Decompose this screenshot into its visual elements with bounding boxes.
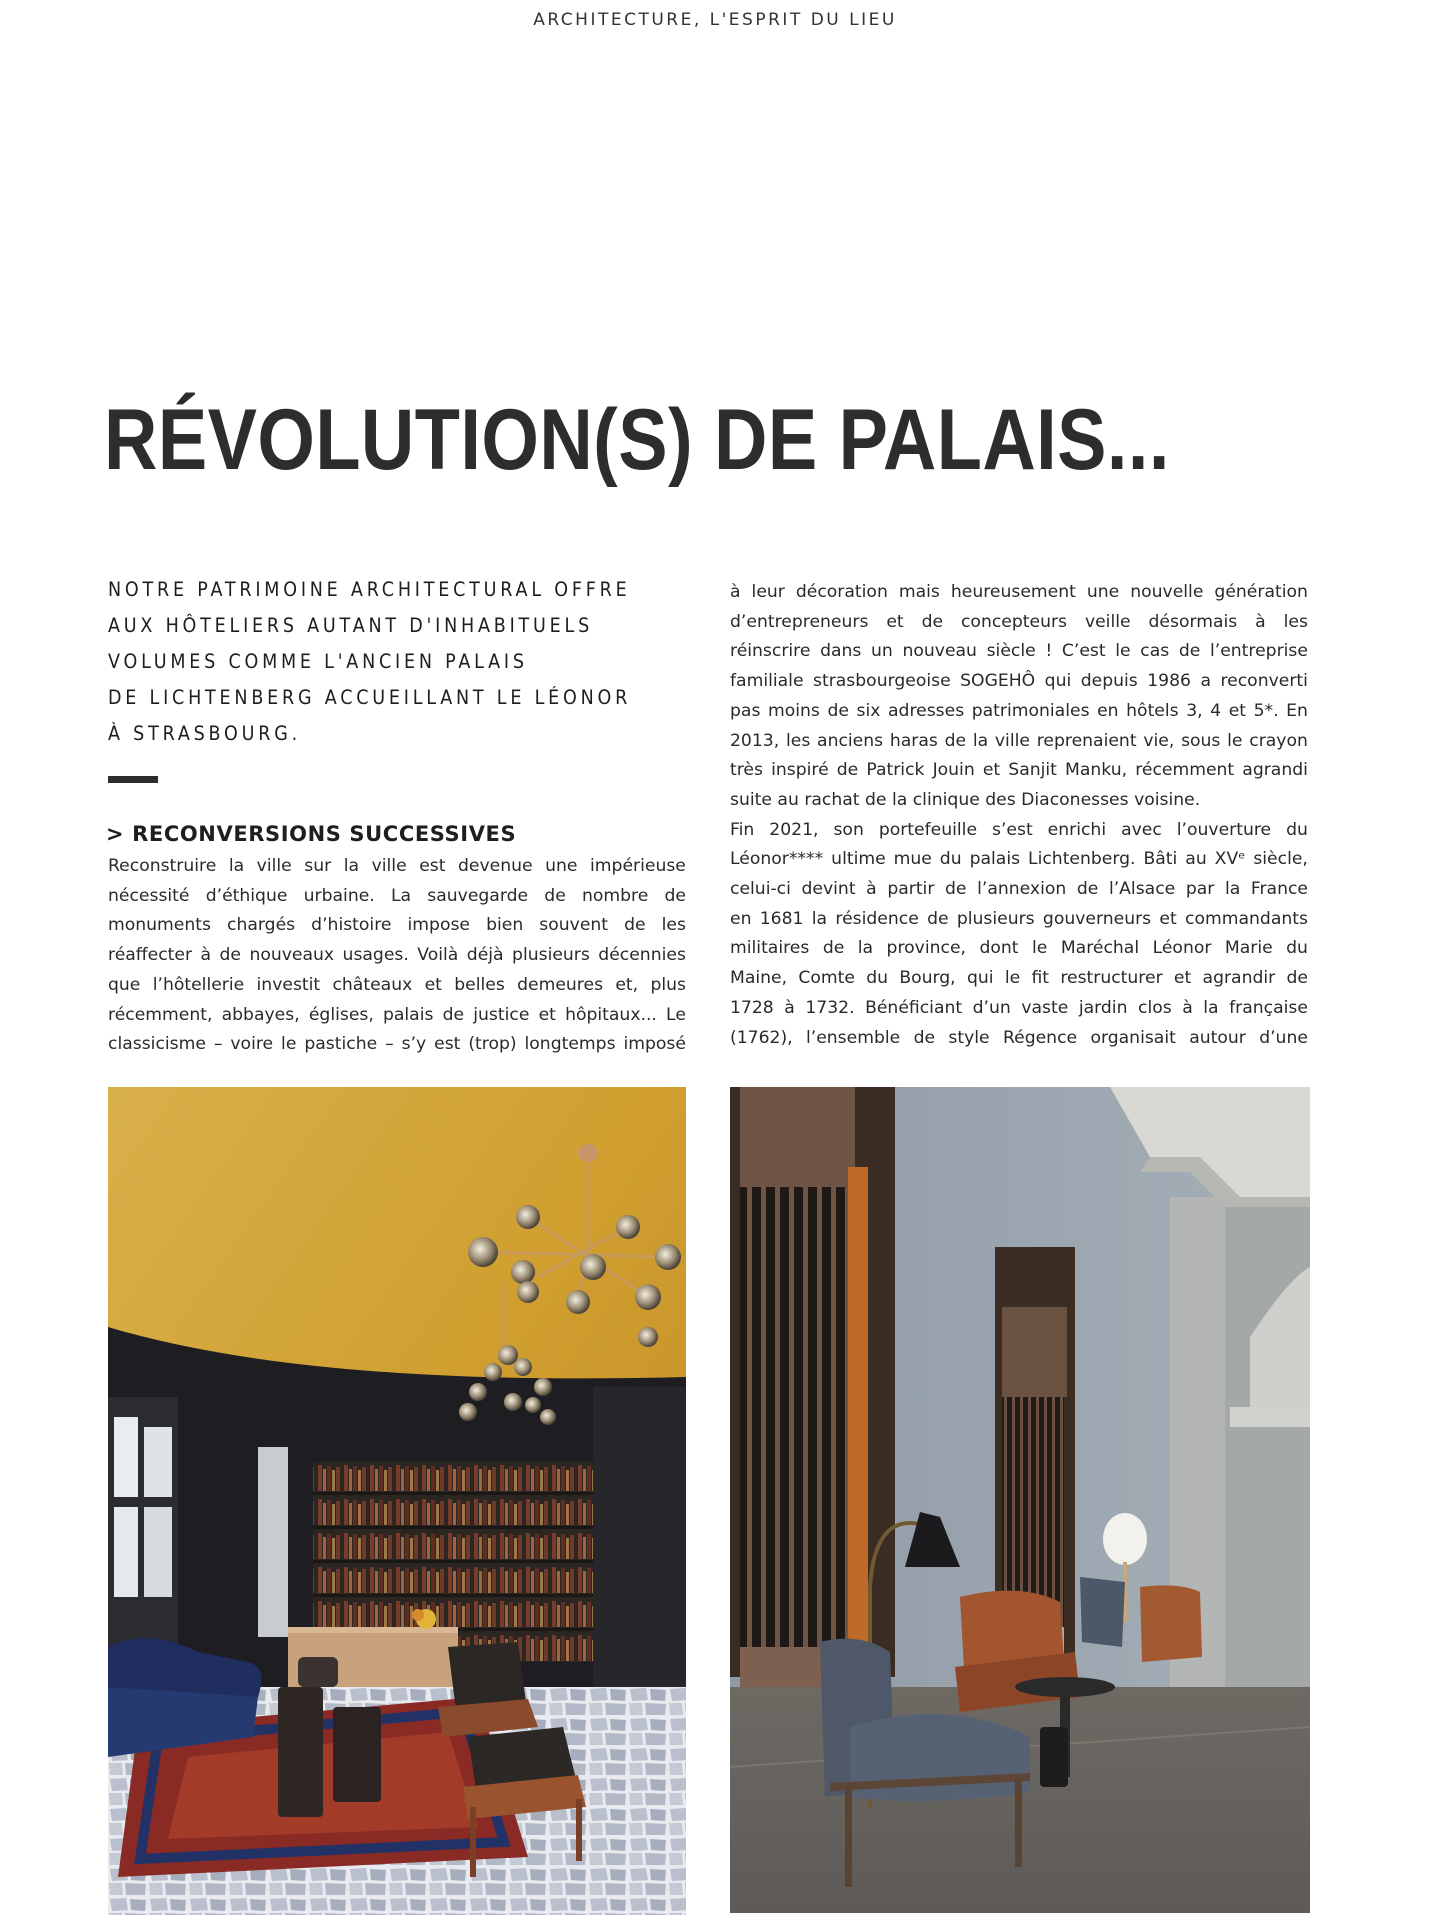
word: inspiré <box>771 760 829 781</box>
word: le <box>281 1034 297 1055</box>
word: de <box>945 879 967 900</box>
word: celui-ci <box>730 879 791 900</box>
word: récemment <box>1135 760 1235 781</box>
word: est <box>419 856 446 876</box>
word: nouvelle <box>1130 582 1204 602</box>
word: leur <box>751 582 785 602</box>
word: la <box>857 938 874 959</box>
word: s’y <box>401 1034 427 1055</box>
word: jardin <box>1078 997 1128 1018</box>
word: à <box>784 997 795 1018</box>
word: fit <box>1031 968 1050 989</box>
word: l’ensemble <box>805 1027 901 1048</box>
body-line <box>108 971 686 1001</box>
body-line <box>108 911 686 941</box>
word: avec <box>1121 819 1162 840</box>
word: de <box>944 730 967 751</box>
word: de <box>219 945 241 966</box>
word: du <box>1286 819 1308 840</box>
word: d’une <box>1259 1027 1308 1048</box>
word: la <box>972 730 989 751</box>
word: monuments <box>108 915 211 936</box>
word: Voilà <box>417 945 459 966</box>
body-line <box>730 786 1308 816</box>
word: En <box>1286 700 1308 721</box>
word: Léonor <box>1152 938 1212 959</box>
word: suite <box>730 789 772 810</box>
word: XVᵉ <box>1214 849 1246 870</box>
word: qui <box>966 968 994 989</box>
body-column-left <box>108 852 686 1060</box>
body-line <box>108 941 686 971</box>
word: militaires <box>730 938 810 959</box>
word: et <box>1173 968 1192 989</box>
word: abbayes, <box>221 1004 300 1025</box>
word: récemment, <box>108 1004 213 1025</box>
word: familiale <box>730 671 804 692</box>
word: crayon <box>1249 730 1308 751</box>
photo-lounge <box>730 1087 1310 1913</box>
word: 1728 <box>730 997 774 1018</box>
word: La <box>390 885 412 906</box>
word: les <box>785 730 811 751</box>
divider-rule <box>108 776 158 783</box>
word: très <box>730 760 763 781</box>
word: hôpitaux... <box>565 1004 657 1025</box>
rubric-text: ARCHITECTURE, L'ESPRIT DU LIEU <box>533 10 897 30</box>
lead-line: VOLUMES COMME L'ANCIEN PALAIS <box>108 650 528 673</box>
word: six <box>856 700 881 721</box>
word: cas <box>1140 641 1170 662</box>
word: partir <box>887 879 935 900</box>
body-line <box>730 608 1308 638</box>
word: est <box>434 1034 461 1055</box>
word: au <box>777 789 799 810</box>
word: résidence <box>835 908 919 929</box>
word: la <box>1224 879 1241 900</box>
word: et <box>982 760 1001 781</box>
word: rachat <box>804 789 860 810</box>
word: le <box>1115 641 1131 662</box>
word: à <box>730 582 741 602</box>
word: réaffecter <box>108 945 193 966</box>
word: le <box>1032 938 1048 959</box>
word: dont <box>979 938 1019 959</box>
word: ville <box>256 856 292 876</box>
word: des <box>985 789 1016 810</box>
word: Bâti <box>1143 849 1178 870</box>
word: l’annexion <box>977 879 1067 900</box>
body-line <box>730 637 1308 667</box>
word: France <box>1250 879 1308 900</box>
word: anciens <box>817 730 884 751</box>
lead-line: AUX HÔTELIERS AUTANT D'INHABITUELS <box>108 614 594 637</box>
word: restructurer <box>1060 968 1163 989</box>
word: la <box>1203 997 1219 1018</box>
word: églises, <box>308 1004 374 1025</box>
word: siècle, <box>1253 849 1308 870</box>
word: nouveau <box>902 641 977 662</box>
word: palais <box>382 1004 434 1025</box>
word: SOGEHÔ <box>960 671 1036 692</box>
word: urbaine. <box>303 885 375 906</box>
word: la <box>891 789 908 810</box>
word: du <box>1286 938 1308 959</box>
word: investit <box>256 974 321 995</box>
word: Bénéficiant <box>865 997 963 1018</box>
word: que <box>108 974 141 995</box>
word: vaste <box>1021 997 1069 1018</box>
word: du <box>939 849 962 870</box>
word: le <box>1227 730 1243 751</box>
body-line <box>730 845 1308 875</box>
word: sauvegarde <box>427 885 529 906</box>
word: province, <box>886 938 966 959</box>
word: par <box>1185 879 1215 900</box>
word: le <box>1004 968 1021 989</box>
word: déjà <box>466 945 504 966</box>
word: Diaconesses <box>1021 789 1129 810</box>
word: à <box>866 879 877 900</box>
word: concepteurs <box>960 611 1068 632</box>
word: mais <box>898 582 940 602</box>
word: 2013, <box>730 730 780 751</box>
word: impérieuse <box>590 856 686 876</box>
word: – <box>213 1034 223 1055</box>
word: 1732. <box>805 997 855 1018</box>
word: portefeuille <box>878 819 978 840</box>
word: (trop) <box>468 1034 517 1055</box>
word: nouveaux <box>249 945 335 966</box>
word: de <box>1076 879 1099 900</box>
word: d’histoire <box>311 915 392 936</box>
word: heureusement <box>950 582 1076 602</box>
word: Patrick <box>866 760 925 781</box>
word: Fin <box>730 819 755 840</box>
word: les <box>661 915 686 936</box>
word: les <box>1283 611 1308 632</box>
word: agrandi <box>1242 760 1308 781</box>
word: ! <box>1045 641 1053 662</box>
word: de <box>913 1027 936 1048</box>
lead-line: DE LICHTENBERG ACCUEILLANT LE LÉONOR <box>108 686 632 709</box>
word: Jouin <box>932 760 975 781</box>
word: Régence <box>1002 1027 1078 1048</box>
body-line <box>730 816 1308 846</box>
word: a <box>1200 671 1211 692</box>
word: haras <box>889 730 938 751</box>
word: gouverneurs <box>1042 908 1152 929</box>
word: pas <box>730 700 761 721</box>
word: l’entreprise <box>1209 641 1308 662</box>
word: Sanjit <box>1008 760 1057 781</box>
word: 3, <box>1186 700 1203 721</box>
word: patrimoniales <box>971 700 1090 721</box>
word: à <box>200 945 212 966</box>
word: classicisme <box>108 1034 206 1055</box>
word: voisine. <box>1134 789 1201 810</box>
word: – <box>385 1034 394 1055</box>
word: usages. <box>342 945 409 966</box>
word: à <box>1255 611 1266 632</box>
word: Reconstruire <box>108 856 217 876</box>
word: justice <box>473 1004 530 1025</box>
word: voire <box>230 1034 274 1055</box>
body-column-right <box>730 578 1308 1053</box>
word: impose <box>407 915 471 936</box>
subheading-text: > RECONVERSIONS SUCCESSIVES <box>106 822 517 846</box>
word: organisait <box>1090 1027 1176 1048</box>
body-line <box>730 578 1308 608</box>
word: nécessité <box>108 885 190 906</box>
word: l’hôtellerie <box>152 974 245 995</box>
word: Maréchal <box>1060 938 1140 959</box>
word: de <box>865 789 887 810</box>
word: mue <box>893 849 932 870</box>
body-line <box>730 756 1308 786</box>
word: et, <box>615 974 639 995</box>
word: C’est <box>1061 641 1106 662</box>
word: de <box>624 915 646 936</box>
word: siècle <box>986 641 1036 662</box>
body-line <box>730 667 1308 697</box>
lead-line: NOTRE PATRIMOINE ARCHITECTURAL OFFRE <box>108 578 631 601</box>
word: d’un <box>972 997 1011 1018</box>
lead-line: À STRASBOURG. <box>108 722 301 745</box>
word: 1986 <box>1147 671 1191 692</box>
word: génération <box>1214 582 1308 602</box>
word: clos <box>1138 997 1172 1018</box>
word: Léonor**** <box>730 849 824 870</box>
word: depuis <box>1080 671 1138 692</box>
body-line <box>730 934 1308 964</box>
word: au <box>1185 849 1207 870</box>
word: en <box>1097 700 1119 721</box>
word: enrichi <box>1047 819 1107 840</box>
word: Manku, <box>1065 760 1128 781</box>
word: un <box>871 641 893 662</box>
word: une <box>1086 582 1120 602</box>
body-line <box>730 697 1308 727</box>
word: de <box>544 885 566 906</box>
photo-lobby-library <box>108 1087 686 1915</box>
word: dans <box>820 641 862 662</box>
word: sur <box>304 856 332 876</box>
body-line <box>108 882 686 912</box>
word: réinscrire <box>730 641 811 662</box>
word: strasbourgeoise <box>813 671 951 692</box>
word: style <box>948 1027 990 1048</box>
word: 1681 <box>759 908 804 929</box>
word: Comte <box>798 968 855 989</box>
article-title: RÉVOLUTION(S) DE PALAIS... <box>104 392 1170 488</box>
word: adresses <box>888 700 965 721</box>
word: Bourg, <box>899 968 956 989</box>
word: de <box>827 700 849 721</box>
word: plusieurs <box>956 908 1035 929</box>
word: ville <box>371 856 407 876</box>
word: l’ouverture <box>1176 819 1272 840</box>
word: 4 <box>1210 700 1222 721</box>
word: de <box>836 760 859 781</box>
word: chargés <box>227 915 296 936</box>
word: belles <box>454 974 505 995</box>
word: Marie <box>1224 938 1273 959</box>
word: plus <box>650 974 686 995</box>
word: agrandir <box>1202 968 1276 989</box>
word: hôtels <box>1126 700 1179 721</box>
word: vie, <box>1143 730 1175 751</box>
body-line <box>730 964 1308 994</box>
body-line <box>730 1024 1308 1054</box>
word: châteaux <box>332 974 413 995</box>
word: autour <box>1189 1027 1246 1048</box>
article-lead <box>108 572 708 752</box>
word: de <box>1286 968 1308 989</box>
word: française <box>1229 997 1308 1018</box>
word: décennies <box>598 945 686 966</box>
word: du <box>866 968 889 989</box>
section-subheading <box>106 822 516 846</box>
word: la <box>811 908 828 929</box>
word: Maine, <box>730 968 788 989</box>
word: Le <box>666 1004 686 1025</box>
word: la <box>228 856 245 876</box>
word: une <box>545 856 578 876</box>
word: demeures <box>517 974 604 995</box>
word: plusieurs <box>512 945 590 966</box>
word: 5*. <box>1253 700 1279 721</box>
word: 2021, <box>769 819 819 840</box>
word: de <box>1178 641 1201 662</box>
body-line <box>730 905 1308 935</box>
word: veille <box>1084 611 1131 632</box>
word: désormais <box>1148 611 1238 632</box>
word: et <box>424 974 442 995</box>
word: l’Alsace <box>1108 879 1176 900</box>
word: ultime <box>831 849 886 870</box>
word: ville <box>994 730 1030 751</box>
word: commandants <box>1185 908 1308 929</box>
body-line <box>730 875 1308 905</box>
body-line <box>730 994 1308 1024</box>
body-line <box>730 727 1308 757</box>
word: (1762), <box>730 1027 793 1048</box>
word: de <box>927 908 949 929</box>
word: décoration <box>795 582 888 602</box>
word: imposé <box>623 1034 686 1055</box>
lounge-illustration <box>730 1087 1310 1913</box>
word: en <box>730 908 752 929</box>
word: la <box>343 856 360 876</box>
word: de <box>822 938 845 959</box>
word: de <box>442 1004 465 1025</box>
word: devenue <box>458 856 533 876</box>
word: pastiche <box>304 1034 378 1055</box>
word: sous <box>1181 730 1221 751</box>
word: souvent <box>539 915 609 936</box>
word: Lichtenberg. <box>1028 849 1136 870</box>
word: d’éthique <box>205 885 288 906</box>
body-line <box>108 1030 686 1060</box>
word: et <box>538 1004 556 1025</box>
section-rubric <box>0 10 1446 30</box>
word: de <box>921 611 944 632</box>
body-line <box>108 852 686 882</box>
word: et <box>886 611 904 632</box>
word: s’est <box>992 819 1033 840</box>
lobby-illustration <box>108 1087 686 1915</box>
word: palais <box>969 849 1021 870</box>
word: clinique <box>912 789 980 810</box>
word: devint <box>801 879 856 900</box>
word: et <box>1228 700 1247 721</box>
word: nombre <box>581 885 649 906</box>
word: qui <box>1044 671 1072 692</box>
word: bien <box>486 915 524 936</box>
word: moins <box>767 700 820 721</box>
word: reprenaient <box>1036 730 1137 751</box>
body-line <box>108 1001 686 1031</box>
word: et <box>1159 908 1177 929</box>
word: son <box>833 819 864 840</box>
word: reconverti <box>1220 671 1308 692</box>
word: d’entrepreneurs <box>730 611 869 632</box>
word: longtemps <box>524 1034 616 1055</box>
word: de <box>664 885 686 906</box>
word: à <box>1182 997 1193 1018</box>
